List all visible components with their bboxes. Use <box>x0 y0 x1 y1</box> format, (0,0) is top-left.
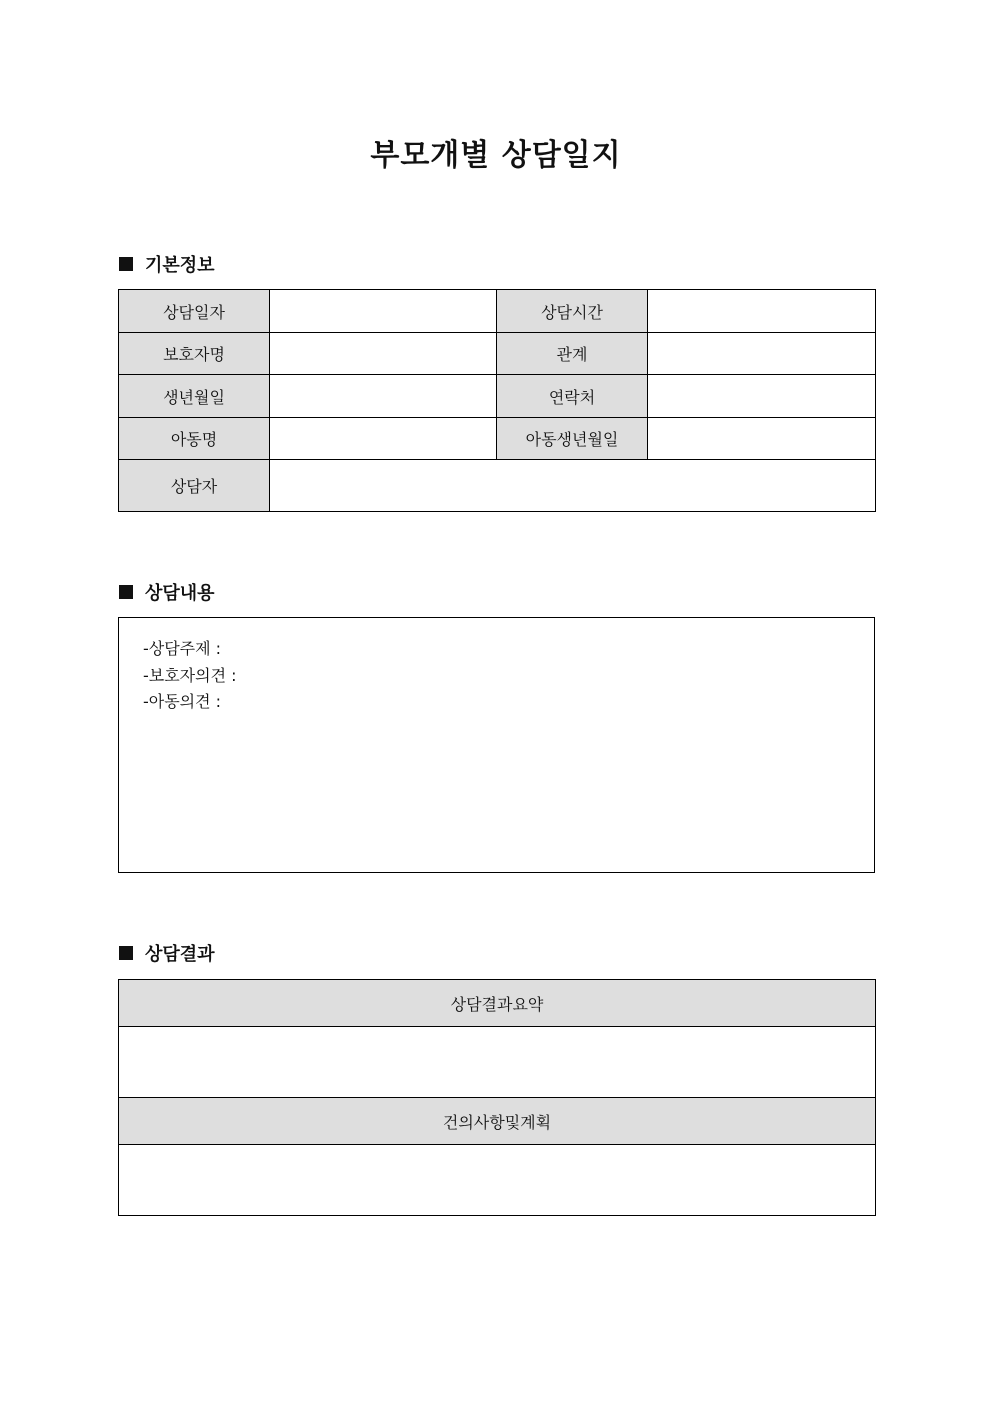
square-bullet-icon <box>119 946 133 960</box>
contact-label: 연락처 <box>497 375 648 418</box>
result-heading <box>119 941 215 965</box>
guardian-name-field[interactable] <box>270 333 497 375</box>
basic-info-heading <box>119 252 215 276</box>
content-heading <box>119 580 215 604</box>
child-name-label: 아동명 <box>119 418 270 460</box>
consult-date-field[interactable] <box>270 290 497 333</box>
table-row <box>119 418 876 460</box>
consult-content-box[interactable] <box>118 617 875 873</box>
child-birthdate-label: 아동생년월일 <box>497 418 648 460</box>
summary-label: 상담결과요약 <box>119 980 876 1027</box>
square-bullet-icon <box>119 585 133 599</box>
table-row <box>119 460 876 512</box>
counselor-label: 상담자 <box>119 460 270 512</box>
table-row <box>119 333 876 375</box>
guardian-opinion-line: -보호자의견 : <box>143 665 237 685</box>
result-table <box>118 979 876 1216</box>
topic-line: -상담주제 : <box>143 639 222 658</box>
relation-label: 관계 <box>497 333 648 375</box>
consult-time-field[interactable] <box>648 290 876 333</box>
table-row <box>119 1098 876 1145</box>
summary-field[interactable] <box>119 1027 876 1098</box>
birthdate-field[interactable] <box>270 375 497 418</box>
consult-time-label: 상담시간 <box>497 290 648 333</box>
plan-field[interactable] <box>119 1145 876 1216</box>
table-row <box>119 1027 876 1098</box>
basic-info-table <box>118 289 876 512</box>
child-birthdate-field[interactable] <box>648 418 876 460</box>
content-heading-label: 상담내용 <box>145 583 215 604</box>
guardian-name-label: 보호자명 <box>119 333 270 375</box>
table-row <box>119 375 876 418</box>
table-row <box>119 1145 876 1216</box>
plan-label: 건의사항및계획 <box>119 1098 876 1145</box>
birthdate-label: 생년월일 <box>119 375 270 418</box>
contact-field[interactable] <box>648 375 876 418</box>
result-heading-label: 상담결과 <box>145 944 215 965</box>
table-row <box>119 290 876 333</box>
counselor-field[interactable] <box>270 460 876 512</box>
document-title: 부모개별 상담일지 <box>370 138 622 173</box>
relation-field[interactable] <box>648 333 876 375</box>
consult-date-label: 상담일자 <box>119 290 270 333</box>
consult-content-lines <box>143 636 237 716</box>
child-opinion-line: -아동의견 : <box>143 692 222 711</box>
child-name-field[interactable] <box>270 418 497 460</box>
table-row <box>119 980 876 1027</box>
square-bullet-icon <box>119 257 133 271</box>
basic-info-heading-label: 기본정보 <box>145 255 215 276</box>
